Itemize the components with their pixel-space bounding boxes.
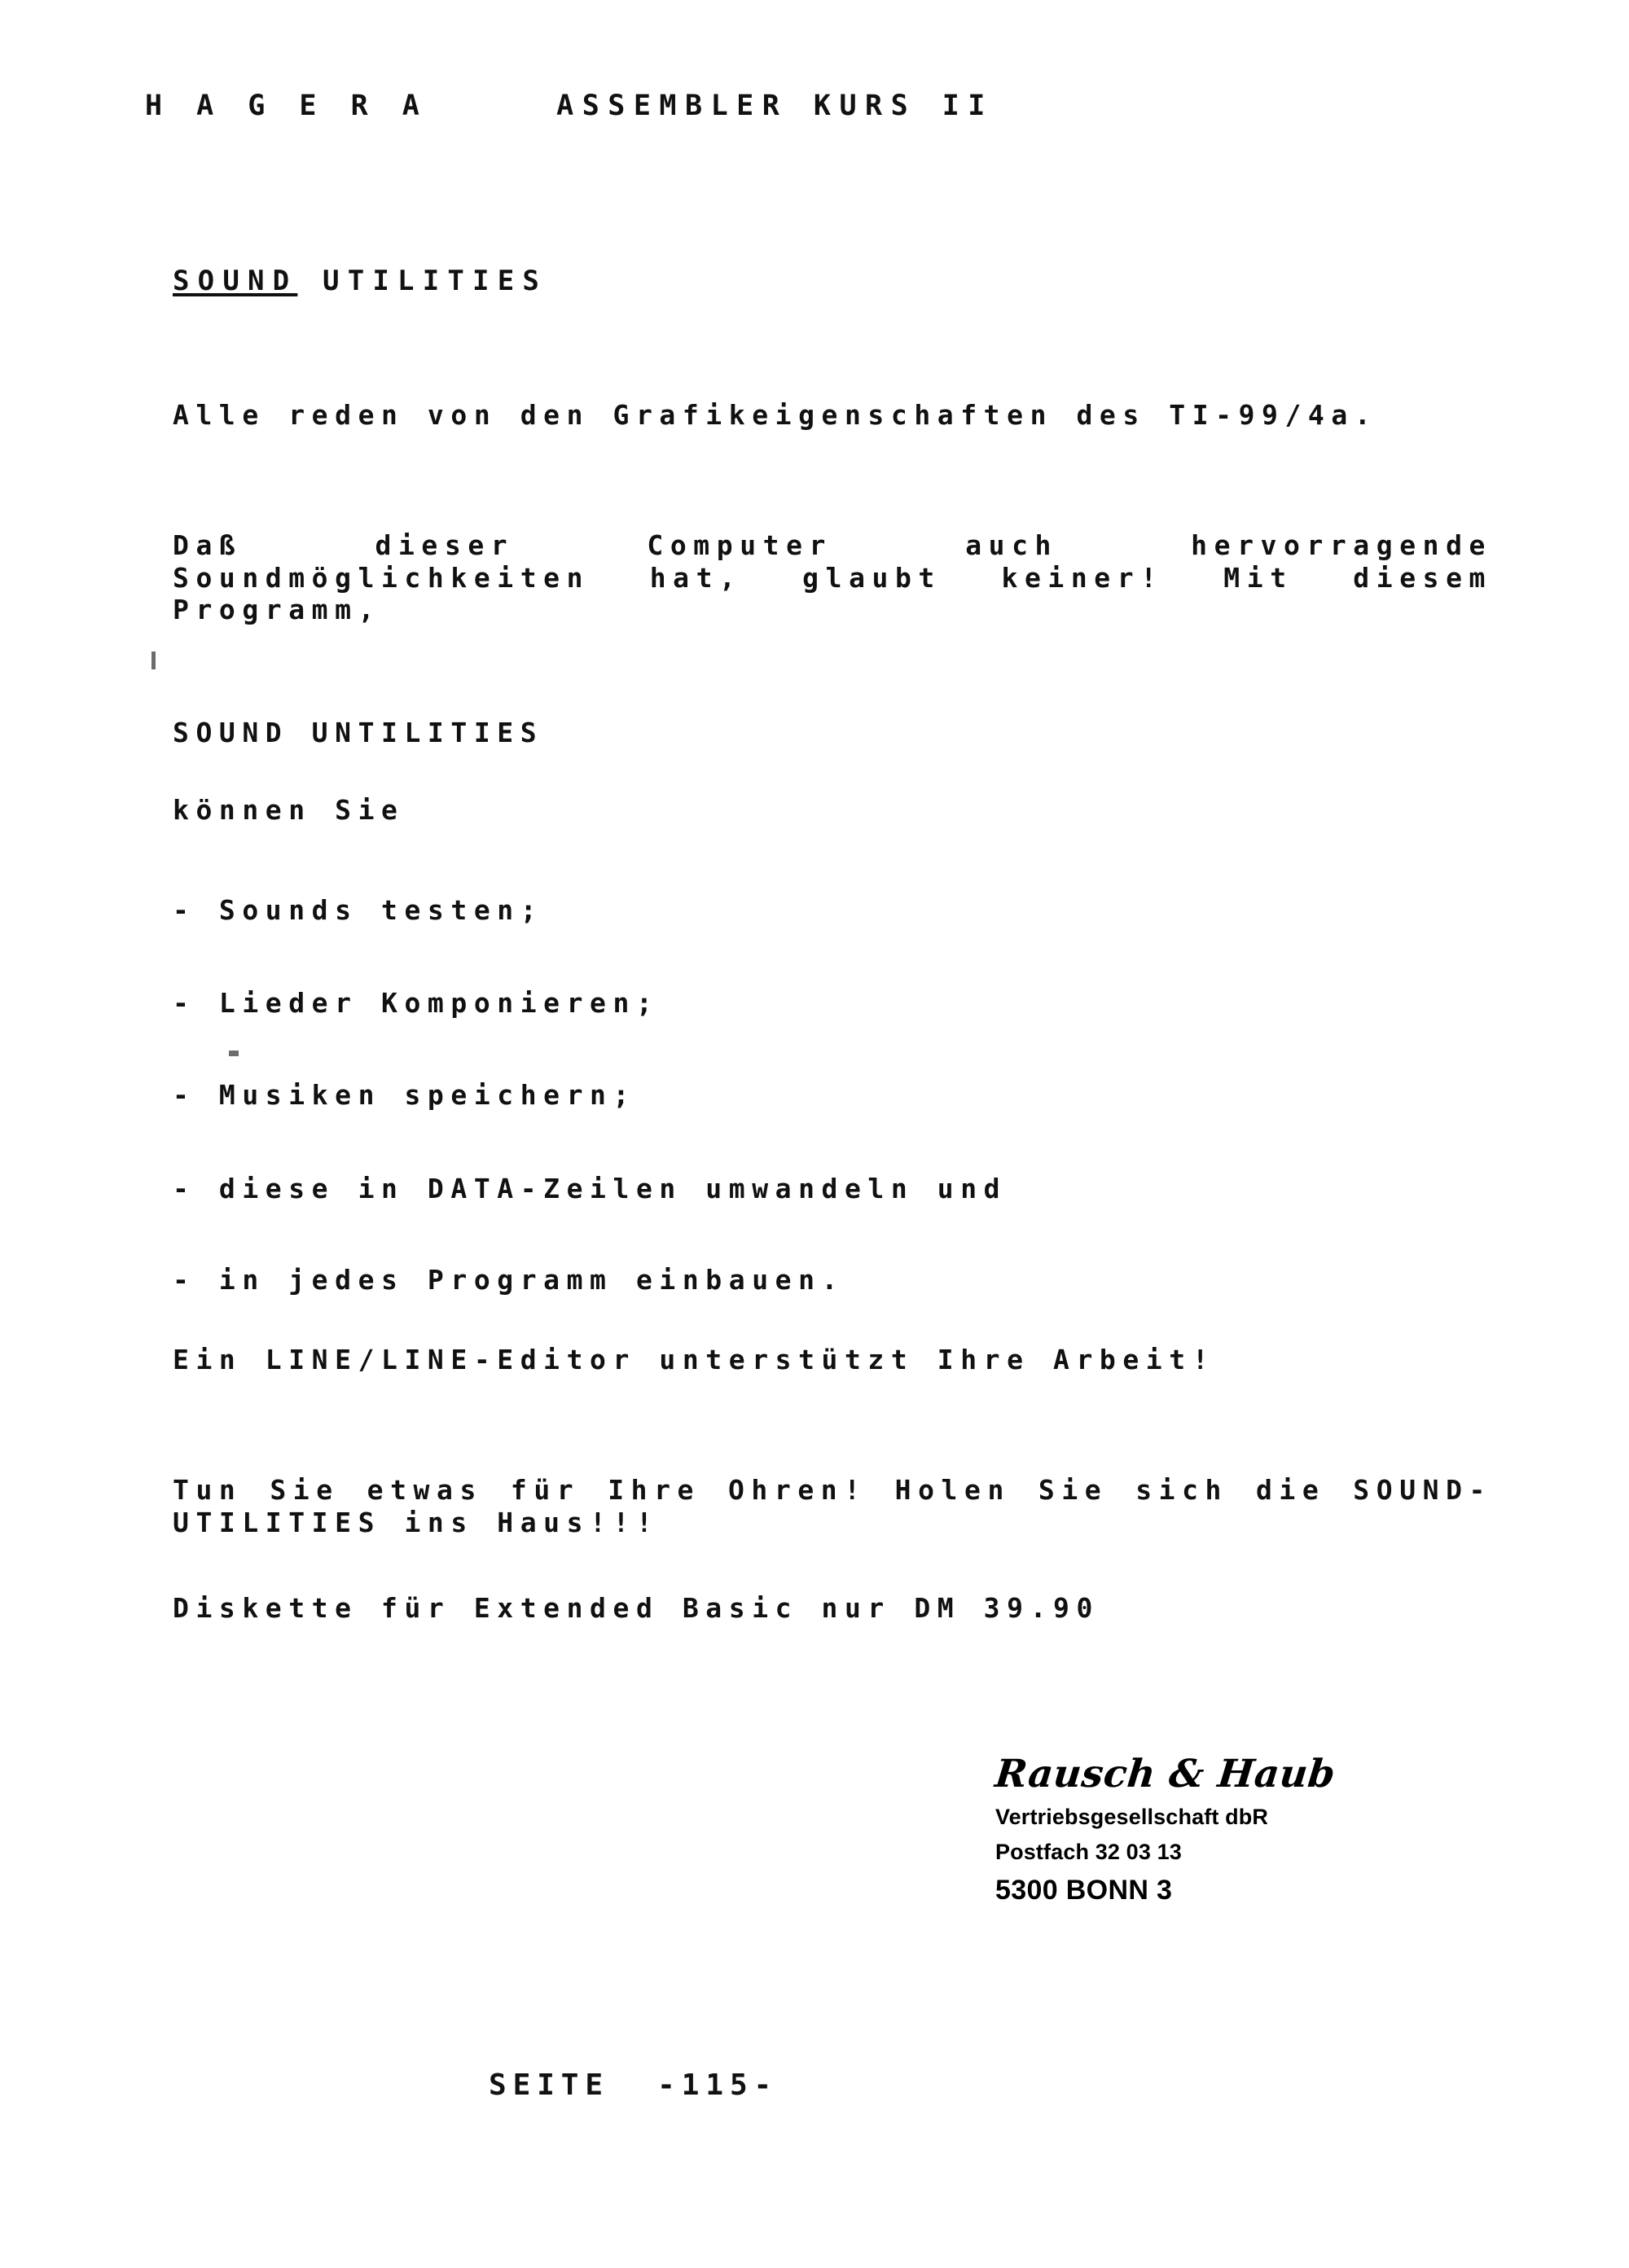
scan-speck <box>229 1051 239 1056</box>
section-heading <box>173 265 547 297</box>
address-block <box>993 1752 1451 1906</box>
paragraph-koennen-sie: können Sie <box>173 794 405 826</box>
page-header-title: H A G E R A ASSEMBLER KURS II <box>145 90 994 122</box>
paragraph-price: Diskette für Extended Basic nur DM 39.90 <box>173 1592 1100 1624</box>
list-item: - Sounds testen; <box>173 894 544 926</box>
paragraph-sound-capabilities: Daß dieser Computer auch hervorragende Soundmöglichkeiten hat, glaubt keiner! Mit diesem Programm, <box>173 529 1516 626</box>
paragraph-call-to-action: Tun Sie etwas für Ihre Ohren! Holen Sie sich die SOUND-UTILITIES ins Haus!!! <box>173 1474 1492 1538</box>
paragraph-product-name: SOUND UNTILITIES <box>173 717 544 748</box>
list-item: - in jedes Programm einbauen. <box>173 1264 845 1296</box>
section-heading-rest: UTILITIES <box>297 265 548 297</box>
company-subtitle: Vertriebsgesellschaft dbR <box>995 1805 1268 1829</box>
paragraph-line-editor: Ein LINE/LINE-Editor unterstützt Ihre Arbeit! <box>173 1344 1216 1375</box>
scan-speck <box>151 651 156 669</box>
list-item: - Musiken speichern; <box>173 1079 636 1111</box>
paragraph-intro: Alle reden von den Grafikeigenschaften des TI-99/4a. <box>173 399 1378 431</box>
section-heading-underlined: SOUND <box>173 265 298 297</box>
list-item: - diese in DATA-Zeilen umwandeln und <box>173 1173 1008 1204</box>
list-item: - Lieder Komponieren; <box>173 987 660 1019</box>
company-po-box: Postfach 32 03 13 <box>995 1840 1182 1864</box>
company-city: 5300 BONN 3 <box>995 1875 1173 1906</box>
company-logo: Rausch & Haub <box>993 1752 1338 1796</box>
page-footer: SEITE -115- <box>489 2068 779 2102</box>
